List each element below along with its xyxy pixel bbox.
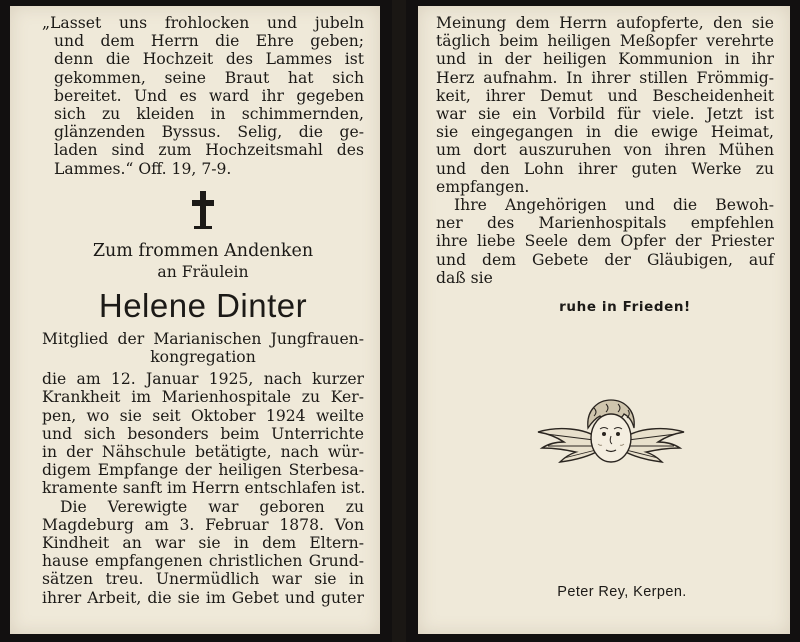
text-line: ihre liebe Seele dem Opfer der Priester xyxy=(436,232,774,251)
bio-line: ihrer Arbeit, die sie im Gebet und guter xyxy=(42,588,364,607)
bio-line: kramente sanft im Herrn entschlafen ist. xyxy=(42,479,366,498)
cross-container xyxy=(42,190,364,232)
bio-line: in der Nähschule betätigte, nach wür- xyxy=(42,443,364,462)
bible-quote xyxy=(42,14,364,178)
title-line: an Fräulein xyxy=(157,262,249,281)
right-card-paper xyxy=(418,6,790,634)
text-line: daß sie xyxy=(436,268,493,287)
latin-cross-icon xyxy=(190,190,216,230)
biography-text xyxy=(42,370,364,607)
bio-line: die am 12. Januar 1925, nach kurzer xyxy=(42,370,364,389)
left-card-paper xyxy=(10,6,380,634)
bio-line: und sich besonders beim Unterrichte xyxy=(42,424,364,443)
text-line: war sie ein Vorbild für viele. Jetzt ist xyxy=(436,105,774,124)
membership-text: Mitglied der Marianischen Jungfrauen- xyxy=(42,329,364,348)
continuation-text xyxy=(436,14,774,287)
bio-line: hause empfangenen christlichen Grund- xyxy=(42,552,364,571)
membership-line xyxy=(42,330,364,366)
text-line: täglich beim heiligen Meßopfer verehrte xyxy=(436,32,774,51)
left-card xyxy=(0,0,392,642)
bio-line: Krankheit im Marienhospitale zu Ker- xyxy=(42,388,364,407)
quote-line: Lammes.“ Off. 19, 7-9. xyxy=(54,159,232,178)
winged-cherub-icon xyxy=(536,398,686,476)
quote-line: sich zu kleiden in schimmernden, xyxy=(54,105,364,124)
bio-line: digem Empfange der heiligen Sterbesa- xyxy=(42,461,364,480)
quote-line: glänzenden Byssus. Selig, die ge- xyxy=(54,123,364,142)
bio-line: Die Verewigte war geboren zu xyxy=(60,497,364,516)
text-line: Herz aufnahm. In ihrer stillen Frömmig- xyxy=(436,68,774,87)
text-line: ner des Marienhospitals empfehlen xyxy=(436,214,774,233)
text-line: Meinung dem Herrn aufopferte, den sie xyxy=(436,14,774,32)
membership-text: kongregation xyxy=(150,348,256,367)
quote-line: gekommen, seine Braut hat sich xyxy=(54,68,364,87)
text-line: und in der heiligen Kommunion in ihr xyxy=(436,50,774,69)
quote-line: und dem Herrn die Ehre geben; xyxy=(54,32,364,51)
bio-line: Kindheit an war sie in dem Eltern- xyxy=(42,534,364,553)
printer-imprint: Peter Rey, Kerpen. xyxy=(557,584,687,600)
text-line: empfangen. xyxy=(436,177,530,196)
text-line: Ihre Angehörigen und die Bewoh- xyxy=(454,196,774,215)
quote-line: „Lasset uns frohlocken und jubeln xyxy=(42,14,364,32)
text-line: um dort auszuruhen von ihren Mühen xyxy=(436,141,774,160)
quote-line: denn die Hochzeit des Lammes ist xyxy=(54,50,364,69)
bio-line: sätzen treu. Unermüdlich war sie in xyxy=(42,570,364,589)
quote-line: bereitet. Und es ward ihr gegeben xyxy=(54,86,364,105)
text-line: und den Lohn ihrer guten Werke zu xyxy=(436,159,774,178)
quote-line: laden sind zum Hochzeitsmahl des xyxy=(54,141,364,160)
deceased-name: Helene Dinter xyxy=(98,286,308,324)
memorial-heading: Zum frommen Andenken xyxy=(92,240,314,261)
bio-line: Magdeburg am 3. Februar 1878. Von xyxy=(42,515,364,534)
rest-in-peace-text: ruhe in Frieden! xyxy=(559,299,691,316)
text-line: sie eingegangen in die ewige Heimat, xyxy=(436,123,774,142)
bio-line: pen, wo sie seit Oktober 1924 weilte xyxy=(42,406,364,425)
text-line: und dem Gebete der Gläubigen, auf xyxy=(436,250,774,269)
right-card xyxy=(406,0,800,642)
text-line: keit, ihrer Demut und Bescheidenheit xyxy=(436,86,774,105)
